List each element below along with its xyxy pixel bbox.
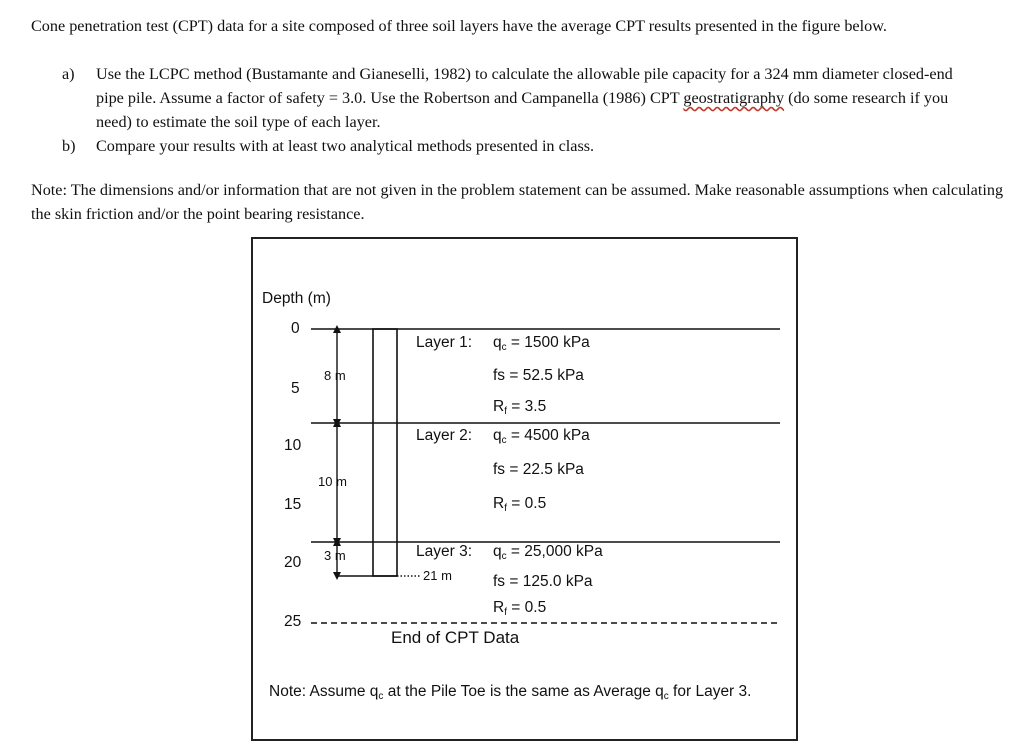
layer-1-qc: $q_c = 1500$ kPa [493, 334, 590, 353]
layer-1-fs: fs = 52.5 kPa [493, 367, 584, 384]
dimension-label-8m: 8 m [324, 368, 346, 383]
layer-2-rf: $R_f = 0.5$ [493, 495, 547, 514]
question-a-text-end: (do some research if you need) to estimate the soil type of each layer. [96, 89, 949, 131]
layer-1-name: Layer 1: [416, 334, 473, 351]
pile [373, 329, 397, 576]
figure-bottom-note: Note: Assume $q_c$ at the Pile Toe is the same as Average $q_c$ for Layer 3. [269, 683, 752, 702]
layer-3-qc: $q_c = 25,000$ kPa [493, 543, 603, 562]
layer-2-name: Layer 2: [416, 427, 473, 444]
end-of-cpt-data-label: End of CPT Data [391, 628, 520, 647]
layer-3-name: Layer 3: [416, 543, 473, 560]
pile-length-label: 21 m [423, 568, 452, 583]
cpt-figure [251, 237, 798, 741]
layer-2-fs: fs = 22.5 kPa [493, 461, 584, 478]
question-a-text-start: Use the LCPC method (Bustamante and Gianeselli, 1982) to calculate the allowable pile capacity for a 324 mm diameter closed-end pipe pile. Assume a factor of safety = 3.0. Use the Robertson and Campanella (1986) CPT [96, 65, 953, 107]
dimension-label-3m: 3 m [324, 548, 346, 563]
question-b-label: b) [62, 137, 76, 155]
depth-tick: 10 [284, 437, 302, 454]
depth-tick: 5 [291, 380, 300, 397]
layer-1-rf: $R_f = 3.5$ [493, 398, 547, 417]
depth-tick: 15 [284, 496, 302, 513]
cpt-diagram-lines [253, 239, 800, 743]
depth-tick: 0 [291, 320, 300, 337]
depth-axis-label: Depth (m) [262, 290, 331, 307]
question-a-label: a) [62, 65, 75, 83]
dimension-label-10m: 10 m [318, 474, 347, 489]
assumptions-note: Note: The dimensions and/or information that are not given in the problem statement can be assumed. Make reasonable assumptions when calculating the skin friction and/or the point bearing resistance. [31, 181, 1004, 223]
layer-2-qc: $q_c = 4500$ kPa [493, 427, 590, 446]
layer-3-fs: fs = 125.0 kPa [493, 573, 593, 590]
question-a-text [96, 62, 976, 134]
problem-intro: Cone penetration test (CPT) data for a site composed of three soil layers have the average CPT results presented in the figure below. [31, 17, 887, 35]
question-b-text: Compare your results with at least two analytical methods presented in class. [96, 137, 595, 155]
depth-tick: 20 [284, 554, 302, 571]
spellcheck-flagged-word: geostratigraphy [683, 89, 785, 107]
depth-tick: 25 [284, 613, 302, 630]
layer-3-rf: $R_f = 0.5$ [493, 599, 547, 618]
